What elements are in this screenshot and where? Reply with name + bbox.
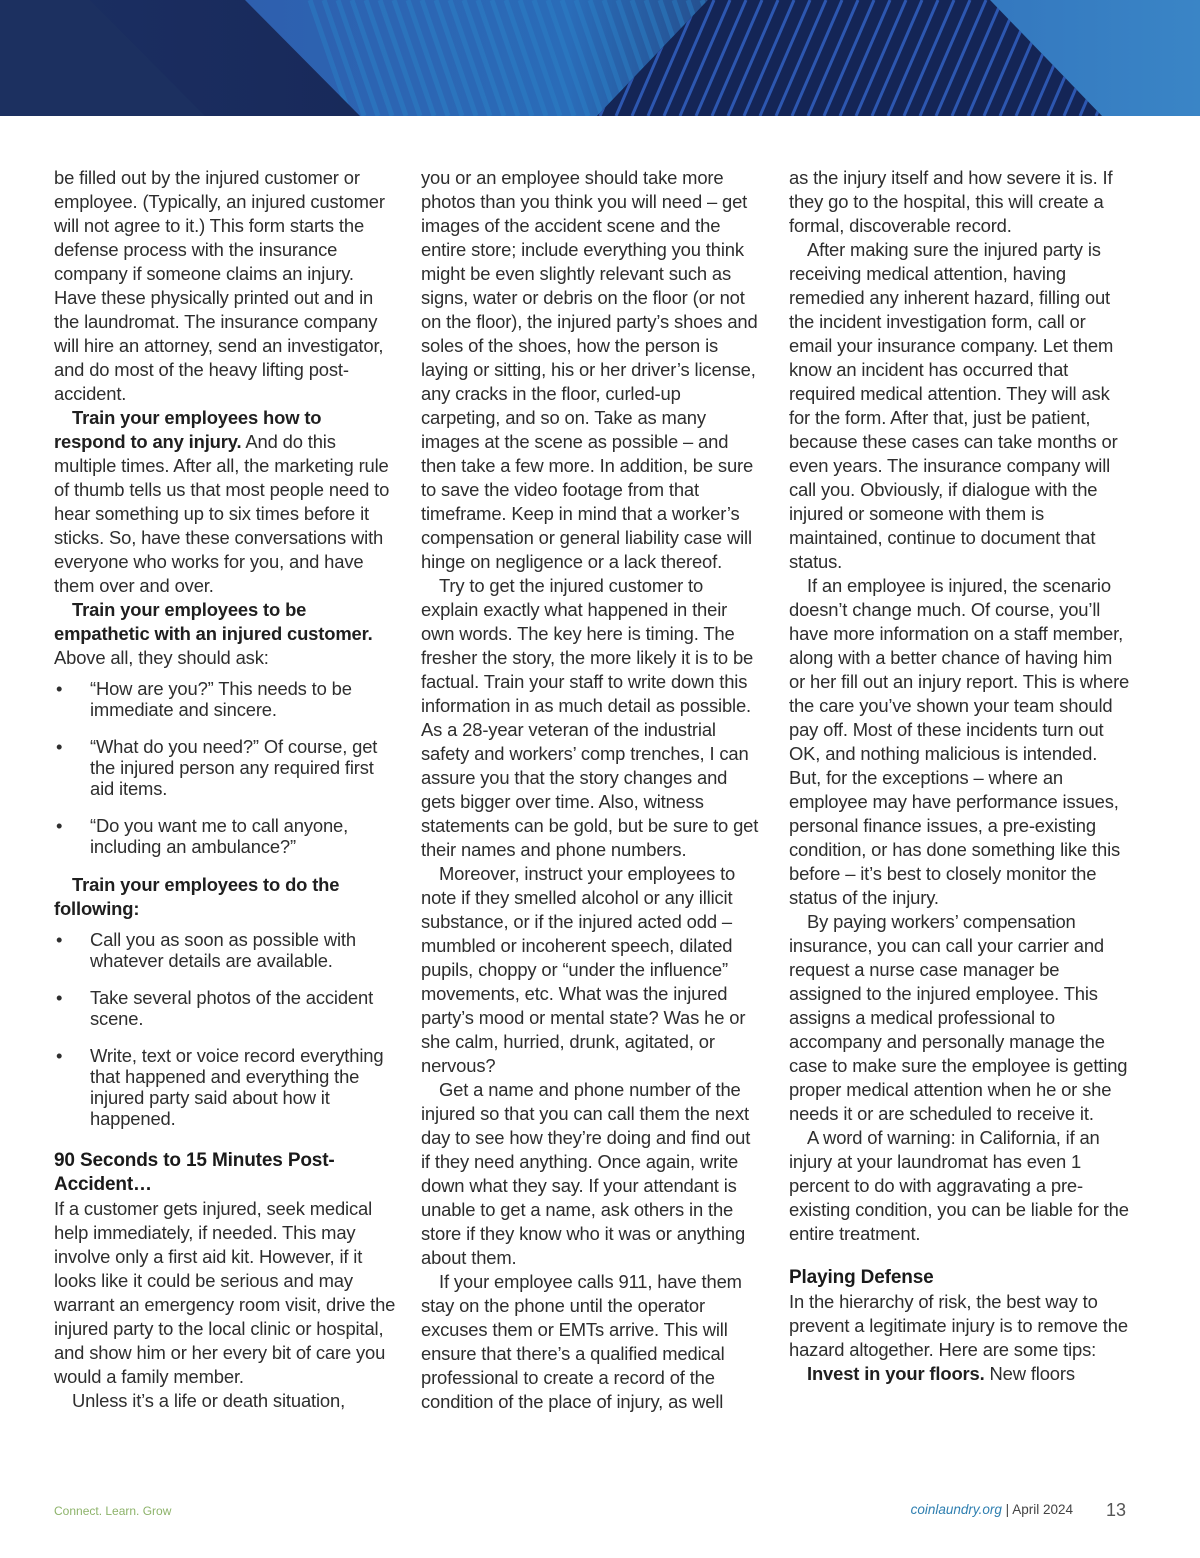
paragraph-lead: Train your employees to be empathetic with an injured customer.: [54, 599, 373, 644]
paragraph: [421, 862, 763, 1078]
article-column-2: [421, 166, 763, 1414]
paragraph-text: you or an employee should take more photos than you think you will need – get images of the accident scene and the entire store; include everything you think might be even slightly relevant such as signs, water or debris on the floor (or not on the floor), the injured party’s shoes and soles of the shoes, how the person is laying or sitting, his or her driver’s license, any cracks in the floor, curled-up carpeting, and so on. Take as many images at the scene as possible – and then take a few more. In addition, be sure to save the video footage from that timeframe. Keep in mind that a worker’s compensation or general liability case will hinge on negligence or a lack thereof.: [421, 167, 758, 572]
bullet-item: • “Do you want me to call anyone, including an ambulance?”: [54, 815, 396, 857]
footer-tagline: Connect. Learn. Grow: [54, 1504, 172, 1518]
paragraph-text: Moreover, instruct your employees to note if they smelled alcohol or any illicit substance, or if the injured acted odd – mumbled or incoherent speech, dilated pupils, choppy or “under the influence” movements, etc. What was the injured party’s mood or mental state? Was he or she calm, hurried, drunk, agitated, or nervous?: [421, 863, 746, 1076]
paragraph-text: If a customer gets injured, seek medical help immediately, if needed. This may involve only a first aid kit. However, if it looks like it could be serious and may warrant an emergency room visit, drive the injured party to the local clinic or hospital, and show him or her every bit of care you would a family member.: [54, 1198, 396, 1387]
paragraph-text: Get a name and phone number of the injured so that you can call them the next day to see how they’re doing and find out if they need anything. Once again, write down what they say. If your attendant is unable to get a name, ask others in the store if they know who it was or anything about them.: [421, 1079, 751, 1268]
bullet-item: • Take several photos of the accident scene.: [54, 987, 396, 1029]
paragraph: [54, 598, 396, 670]
section-heading: Playing Defense: [789, 1267, 934, 1288]
paragraph-text: be filled out by the injured customer or employee. (Typically, an injured customer will not agree to it.) This form starts the defense process with the insurance company if someone claims an injury. Have these physically printed out and in the laundromat. The insurance company will hire an attorney, send an investigator, and do most of the heavy lifting post-accident.: [54, 167, 385, 404]
decorative-header-banner: [0, 0, 1200, 116]
paragraph: [789, 1126, 1131, 1246]
paragraph: [54, 166, 396, 406]
paragraph-text: And do this multiple times. After all, the marketing rule of thumb tells us that most people need to hear something up to six times before it sticks. So, have these conversations with everyone who works for you, and have them over and over.: [54, 431, 390, 596]
bullet-list: [54, 678, 396, 857]
paragraph: [54, 1389, 396, 1413]
page-number: 13: [1106, 1500, 1127, 1520]
paragraph: [54, 873, 396, 921]
bullet-item: • Write, text or voice record everything that happened and everything the injured party said about how it happened.: [54, 1045, 396, 1129]
paragraph: [789, 1290, 1131, 1362]
paragraph: [789, 574, 1131, 910]
paragraph-lead: Train your employees to do the following:: [54, 874, 340, 919]
paragraph: [789, 910, 1131, 1126]
paragraph-lead: Train your employees how to respond to any injury.: [54, 407, 322, 452]
paragraph-text: By paying workers’ compensation insurance, you can call your carrier and request a nurse case manager be assigned to the injured employee. This assigns a medical professional to accompany and personally manage the case to make sure the employee is getting proper medical attention when he or she needs it or are scheduled to receive it.: [789, 911, 1128, 1124]
paragraph: [789, 166, 1131, 238]
paragraph: [421, 1270, 763, 1414]
paragraph-text: If your employee calls 911, have them stay on the phone until the operator excuses them or EMTs arrive. This will ensure that there’s a qualified medical professional to create a record of the condition of the place of injury, as well: [421, 1271, 742, 1412]
paragraph-text: In the hierarchy of risk, the best way to prevent a legitimate injury is to remove the hazard altogether. Here are some tips:: [789, 1291, 1128, 1360]
paragraph: [789, 238, 1131, 574]
bullet-item: • “How are you?” This needs to be immediate and sincere.: [54, 678, 396, 720]
footer-publication-info: [911, 1502, 1073, 1517]
bullet-list: [54, 929, 396, 1129]
paragraph: [421, 574, 763, 862]
paragraph-text: Try to get the injured customer to explain exactly what happened in their own words. The key here is timing. The fresher the story, the more likely it is to be factual. Train your staff to write down this information in as much detail as possible. As a 28-year veteran of the industrial safety and workers’ comp trenches, I can assure you that the story changes and gets bigger over time. Also, witness statements can be gold, but be sure to get their names and phone numbers.: [421, 575, 759, 860]
footer-date: April 2024: [1012, 1502, 1073, 1517]
paragraph-lead: Invest in your floors.: [807, 1363, 985, 1384]
paragraph: [421, 1078, 763, 1270]
article-column-1: [54, 166, 396, 1413]
paragraph: [421, 166, 763, 574]
paragraph: [789, 1362, 1131, 1386]
paragraph-text: If an employee is injured, the scenario doesn’t change much. Of course, you’ll have more information on a staff member, along with a better chance of having him or her fill out an injury report. This is where the care you’ve shown your team should pay off. Most of these incidents turn out OK, and nothing malicious is intended. But, for the exceptions – where an employee may have performance issues, personal finance issues, a pre-existing condition, or has done something like this before – it’s best to closely monitor the status of the injury.: [789, 575, 1130, 908]
section-heading: 90 Seconds to 15 Minutes Post-Accident…: [54, 1150, 335, 1195]
paragraph-text: New floors: [984, 1363, 1075, 1384]
paragraph-text: A word of warning: in California, if an injury at your laundromat has even 1 percent to do with aggravating a pre-existing condition, you can be liable for the entire treatment.: [789, 1127, 1129, 1244]
article-column-3: [789, 166, 1131, 1386]
paragraph-text: After making sure the injured party is receiving medical attention, having remedied any inherent hazard, filling out the incident investigation form, call or email your insurance company. Let them know an incident has occurred that required medical attention. They will ask for the form. After that, just be patient, because these cases can take months or even years. The insurance company will call you. Obviously, if dialogue with the injured or someone with them is maintained, continue to document that status.: [789, 239, 1118, 572]
paragraph: [54, 406, 396, 598]
paragraph-text: as the injury itself and how severe it is. If they go to the hospital, this will create a formal, discoverable record.: [789, 167, 1113, 236]
paragraph-text: Unless it’s a life or death situation,: [72, 1390, 346, 1411]
footer-site-link[interactable]: coinlaundry.org: [910, 1502, 1002, 1517]
paragraph-text: Above all, they should ask:: [54, 647, 269, 668]
footer-separator: |: [1005, 1502, 1010, 1517]
bullet-item: • “What do you need?” Of course, get the injured person any required first aid items.: [54, 736, 396, 799]
paragraph: [54, 1197, 396, 1389]
bullet-item: • Call you as soon as possible with whatever details are available.: [54, 929, 396, 971]
